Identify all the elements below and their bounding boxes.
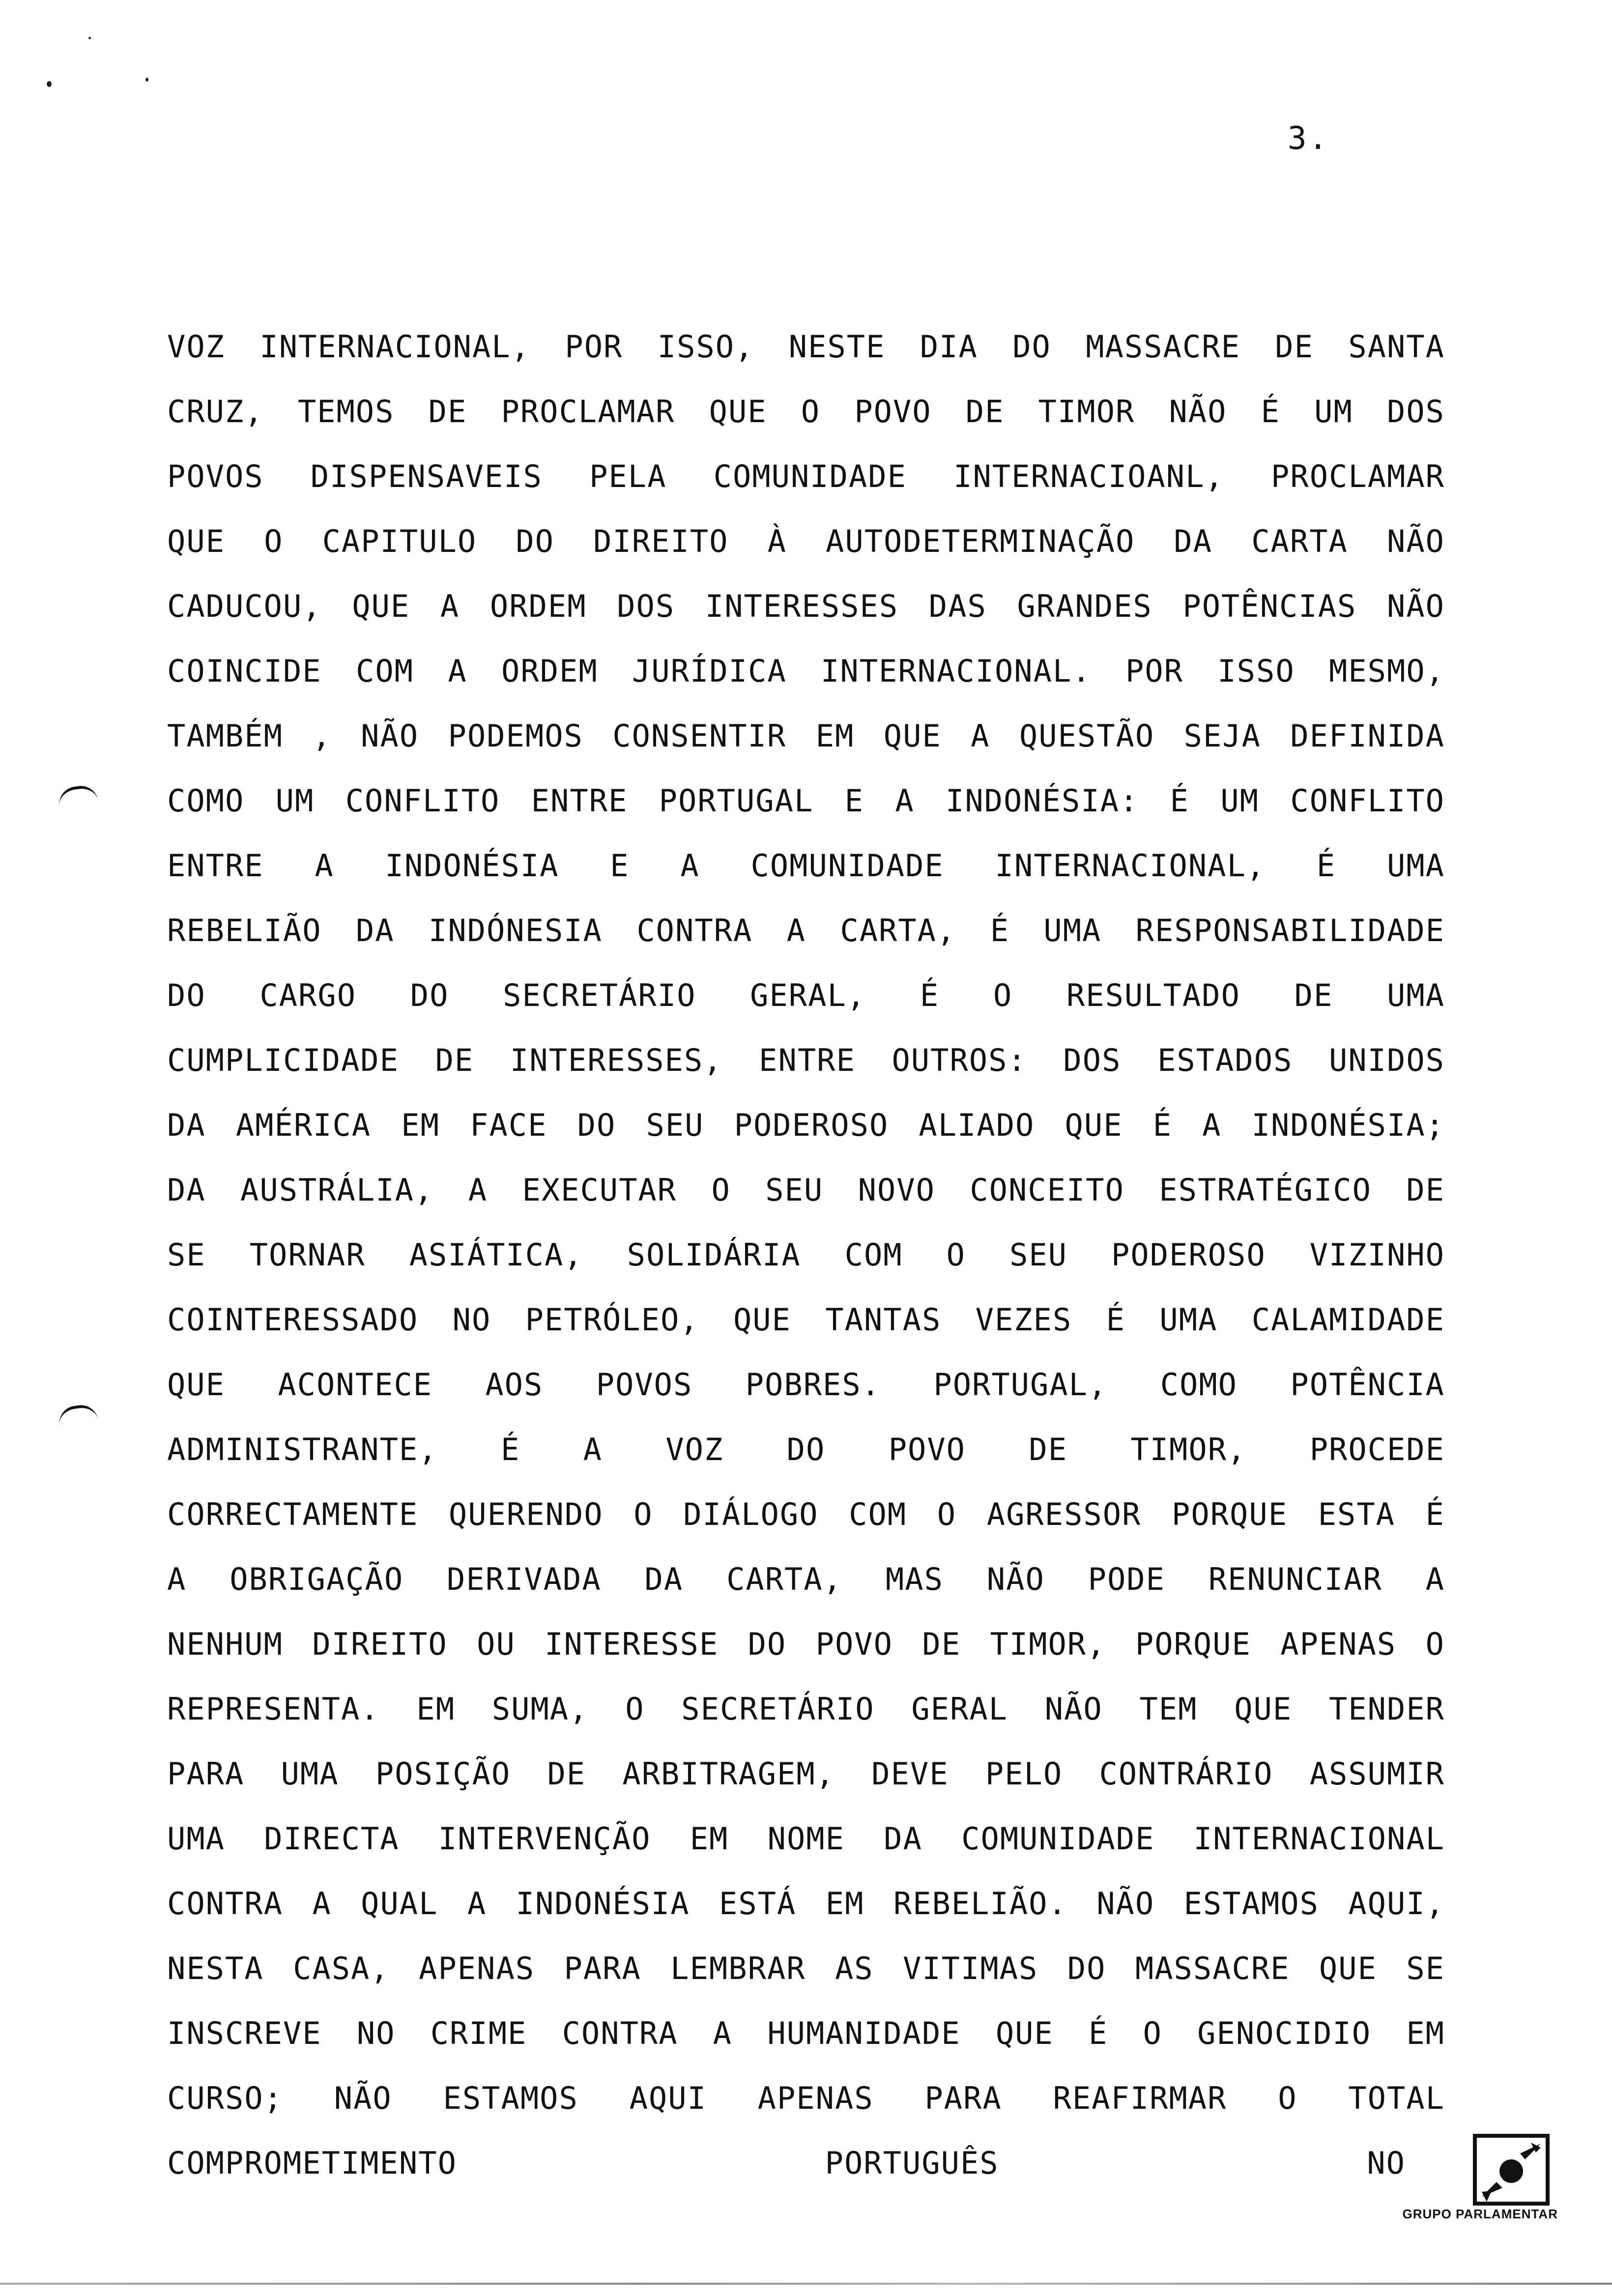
text-line: COINCIDE COM A ORDEM JURÍDICA INTERNACIONAL. POR ISSO MESMO, bbox=[167, 653, 1445, 689]
text-line: REBELIÃO DA INDÓNESIA CONTRA A CARTA, É UMA RESPONSABILIDADE bbox=[167, 913, 1445, 948]
text-line: PARA UMA POSIÇÃO DE ARBITRAGEM, DEVE PELO CONTRÁRIO ASSUMIR bbox=[167, 1756, 1445, 1792]
text-line: CADUCOU, QUE A ORDEM DOS INTERESSES DAS GRANDES POTÊNCIAS NÃO bbox=[167, 588, 1445, 624]
text-line: DO CARGO DO SECRETÁRIO GERAL, É O RESULTADO DE UMA bbox=[167, 977, 1445, 1013]
text-line: TAMBÉM , NÃO PODEMOS CONSENTIR EM QUE A QUESTÃO SEJA DEFINIDA bbox=[167, 718, 1445, 754]
scan-speck bbox=[88, 37, 91, 39]
scan-speck bbox=[145, 78, 148, 82]
text-line: CRUZ, TEMOS DE PROCLAMAR QUE O POVO DE TIMOR NÃO É UM DOS bbox=[167, 394, 1445, 430]
text-line: UMA DIRECTA INTERVENÇÃO EM NOME DA COMUNIDADE INTERNACIONAL bbox=[167, 1821, 1445, 1857]
text-line: DA AUSTRÁLIA, A EXECUTAR O SEU NOVO CONCEITO ESTRATÉGICO DE bbox=[167, 1172, 1445, 1208]
text-line: NENHUM DIREITO OU INTERESSE DO POVO DE TIMOR, PORQUE APENAS O bbox=[167, 1626, 1445, 1662]
text-line: QUE O CAPITULO DO DIREITO À AUTODETERMINAÇÃO DA CARTA NÃO bbox=[167, 523, 1445, 559]
scan-speck bbox=[47, 81, 52, 87]
text-line: A OBRIGAÇÃO DERIVADA DA CARTA, MAS NÃO PODE RENUNCIAR A bbox=[167, 1561, 1445, 1597]
text-line: ENTRE A INDONÉSIA E A COMUNIDADE INTERNACIONAL, É UMA bbox=[167, 848, 1445, 884]
text-line: CORRECTAMENTE QUERENDO O DIÁLOGO COM O AGRESSOR PORQUE ESTA É bbox=[167, 1496, 1445, 1532]
text-line: ADMINISTRANTE, É A VOZ DO POVO DE TIMOR, PROCEDE bbox=[167, 1432, 1445, 1467]
text-line: CURSO; NÃO ESTAMOS AQUI APENAS PARA REAFIRMAR O TOTAL bbox=[167, 2080, 1445, 2116]
text-line: POVOS DISPENSAVEIS PELA COMUNIDADE INTERNACIOANL, PROCLAMAR bbox=[167, 459, 1445, 494]
page-number: 3. bbox=[1288, 120, 1330, 157]
grupo-parlamentar-logo bbox=[1361, 2128, 1558, 2221]
text-line: CUMPLICIDADE DE INTERESSES, ENTRE OUTROS: DOS ESTADOS UNIDOS bbox=[167, 1042, 1445, 1078]
text-line: COMPROMETIMENTO PORTUGUÊS NO bbox=[167, 2145, 1406, 2181]
text-line: REPRESENTA. EM SUMA, O SECRETÁRIO GERAL NÃO TEM QUE TENDER bbox=[167, 1691, 1445, 1727]
text-line: NESTA CASA, APENAS PARA LEMBRAR AS VITIMAS DO MASSACRE QUE SE bbox=[167, 1951, 1445, 1986]
body-text bbox=[167, 315, 1445, 2196]
text-line: DA AMÉRICA EM FACE DO SEU PODEROSO ALIADO QUE É A INDONÉSIA; bbox=[167, 1107, 1445, 1143]
grupo-parlamentar-logo-icon bbox=[1472, 2133, 1551, 2207]
scan-edge-line bbox=[0, 2283, 1612, 2285]
text-line: QUE ACONTECE AOS POVOS POBRES. PORTUGAL, COMO POTÊNCIA bbox=[167, 1367, 1445, 1403]
text-line: COMO UM CONFLITO ENTRE PORTUGAL E A INDONÉSIA: É UM CONFLITO bbox=[167, 783, 1445, 819]
margin-mark bbox=[57, 784, 98, 807]
logo-caption: GRUPO PARLAMENTAR bbox=[1402, 2207, 1558, 2221]
text-line: COINTERESSADO NO PETRÓLEO, QUE TANTAS VEZES É UMA CALAMIDADE bbox=[167, 1302, 1445, 1338]
margin-mark bbox=[57, 1403, 98, 1426]
text-line: VOZ INTERNACIONAL, POR ISSO, NESTE DIA DO MASSACRE DE SANTA bbox=[167, 329, 1445, 365]
text-line: SE TORNAR ASIÁTICA, SOLIDÁRIA COM O SEU PODEROSO VIZINHO bbox=[167, 1237, 1445, 1273]
text-line: CONTRA A QUAL A INDONÉSIA ESTÁ EM REBELIÃO. NÃO ESTAMOS AQUI, bbox=[167, 1886, 1445, 1922]
text-line: INSCREVE NO CRIME CONTRA A HUMANIDADE QUE É O GENOCIDIO EM bbox=[167, 2015, 1445, 2051]
